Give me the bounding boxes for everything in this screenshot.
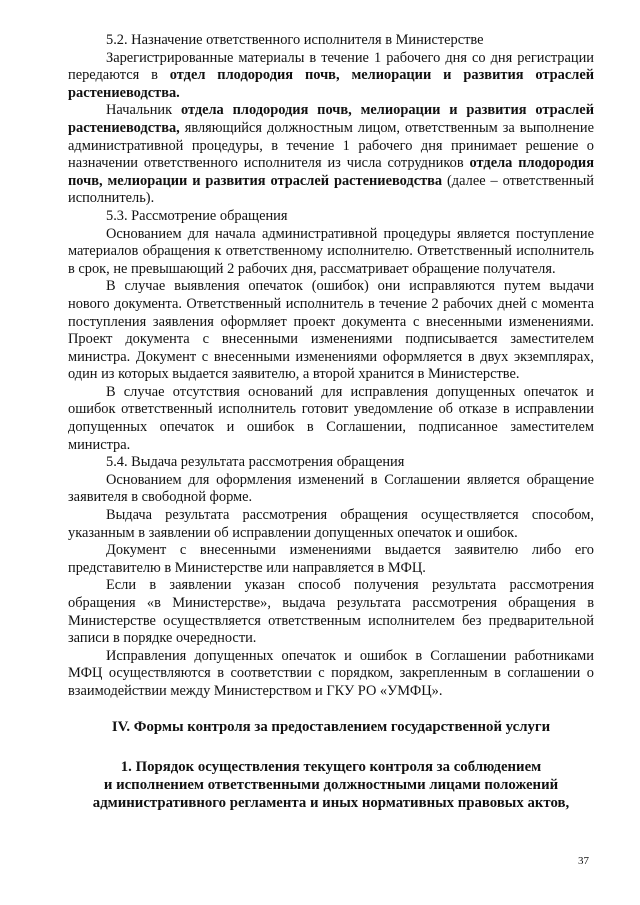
section-heading-iv: IV. Формы контроля за предоставлением государственной услуги [111,718,551,735]
heading-5-4: 5.4. Выдача результата рассмотрения обращения [106,454,405,471]
paragraph-issue-method: Выдача результата рассмотрения обращения осуществляется способом, указанным в заявлении об исправлении допущенных опечаток и ошибок. [68,507,594,541]
bold-fragment: отдела плодородия почв, мелиорации и развития отраслей растениеводства [68,155,594,189]
paragraph-changes-basis: Основанием для оформления изменений в Соглашении является обращение заявителя в свободной форме. [68,471,594,506]
paragraph-mfc: Исправления допущенных опечаток и ошибок в Соглашении работниками МФЦ осуществляются в соответствии с порядком, закрепленным в соглашении о взаимодействии между Министерством и ГКУ РО «УМФЦ». [68,647,594,699]
paragraph-assignment [68,102,594,208]
bold-fragment: отдела плодородия почв, мелиорации и развития отраслей растениеводства, [68,102,594,136]
paragraph-registration [68,50,594,103]
heading-5-3: 5.3. Рассмотрение обращения [106,207,288,224]
heading-5-2: 5.2. Назначение ответственного исполнителя в Министерстве [106,32,484,48]
paragraph-typos: В случае выявления опечаток (ошибок) они исправляются путем выдачи нового документа. Ответственный исполнитель в течение 2 рабочих дней с момента поступления заявления оформляет проект документа с внесенными изменениями. Проект документа с внесенными изменениями подписывается заместителем министра. Документ с внесенными изменениями оформляется в двух экземплярах, один из которых выдается заявителю, а второй хранится в Министерстве. [68,278,594,383]
subsection-line: административного регламента и иных нормативных правовых актов, [92,794,570,811]
document-page [68,32,594,812]
text-fragment: Начальник [106,102,181,119]
subsection-line: и исполнением ответственными должностными лицами положений [103,776,559,793]
subsection-heading-1 [68,758,594,812]
subsection-line: 1. Порядок осуществления текущего контроля за соблюдением [120,758,542,775]
text-fragment: являющийся должностным лицом, ответственным за выполнение административной процедуры, в течение 1 рабочего дня принимает решение о назначении ответственного исполнителя из числа сотрудников [68,119,594,172]
paragraph-refusal: В случае отсутствия оснований для исправления допущенных опечаток и ошибок ответственный исполнитель готовит уведомление об отказе в исправлении допущенных опечаток и ошибок в Соглашении, подписанное заместителем министра. [68,383,594,453]
paragraph-basis: Основанием для начала административной процедуры является поступление материалов обращения к ответственному исполнителю. Ответственный исполнитель в срок, не превышающий 2 рабочих дня, рассматривает обращение получателя. [68,225,594,277]
paragraph-document-issue: Документ с внесенными изменениями выдается заявителю либо его представителю в Министерстве или направляется в МФЦ. [68,542,594,576]
page-number: 37 [578,855,589,867]
text-fragment: (далее – ответственный исполнитель). [68,172,594,207]
paragraph-ministry-issue: Если в заявлении указан способ получения результата рассмотрения обращения «в Министерстве», выдача результата рассмотрения обращения в Министерстве осуществляется ответственным исполнителем без предварительной записи в порядке очередности. [68,577,594,647]
bold-fragment: отдел плодородия почв, мелиорации и развития отраслей растениеводства. [68,67,594,101]
text-fragment: Зарегистрированные материалы в течение 1 рабочего дня со дня регистрации передаются в [68,49,594,84]
